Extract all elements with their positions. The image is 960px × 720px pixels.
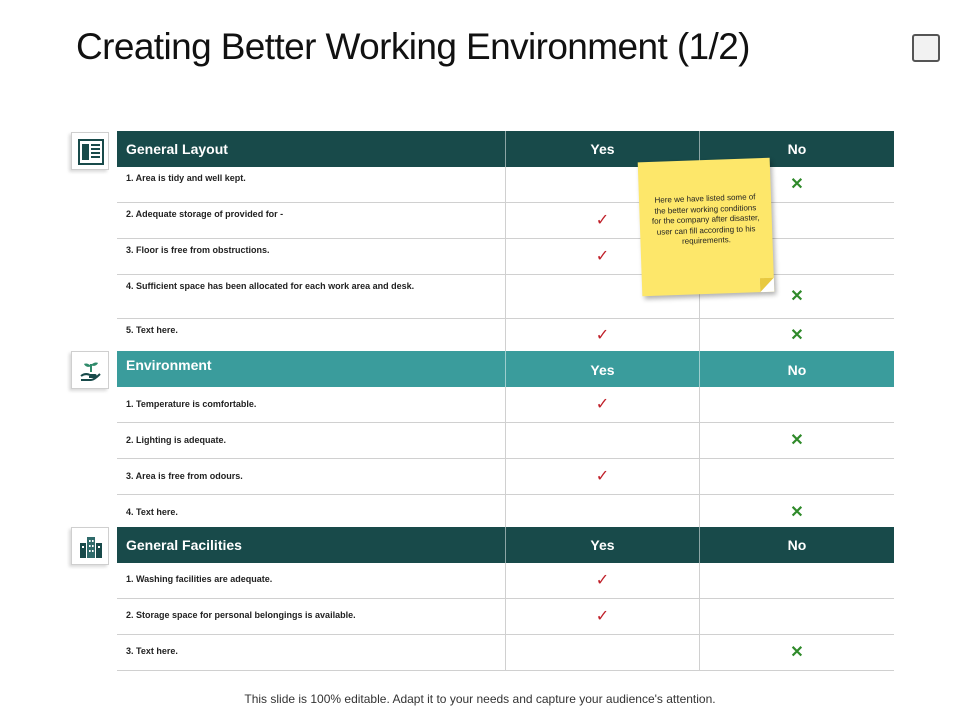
row-label: 2. Lighting is adequate. [126,435,227,445]
section-heading: General Facilities [126,537,242,553]
check-icon: ✓ [595,467,610,485]
no-cell [699,635,894,670]
check-icon: ✓ [595,247,610,265]
cross-icon: ✕ [790,643,804,661]
table-row [117,203,894,239]
cross-icon: ✕ [790,503,804,521]
row-label: 1. Temperature is comfortable. [126,399,257,409]
row-label: 5. Text here. [126,325,178,335]
table-row [117,239,894,275]
check-icon: ✓ [595,395,610,413]
table-row [117,387,894,423]
table-row [117,275,894,319]
cross-icon: ✕ [790,327,804,344]
plant-hand-icon [71,351,109,389]
cross-icon: ✕ [790,175,804,193]
yes-cell [505,423,699,458]
row-label: 2. Adequate storage of provided for - [126,209,284,219]
building-icon [71,527,109,565]
layout-icon [71,132,109,170]
no-column-header: No [699,527,894,563]
check-icon: ✓ [595,211,610,229]
table-row [117,563,894,599]
table-row [117,495,894,530]
section-heading: General Layout [126,141,228,157]
no-column-header: No [699,131,894,167]
corner-square [912,34,940,62]
no-cell [699,599,894,634]
general-layout-header [117,131,894,167]
table-row [117,459,894,495]
no-cell [699,495,894,530]
cross-icon: ✕ [790,431,804,449]
general-layout-table [117,131,894,353]
sticky-note: Here we have listed some of the better working conditions for the company after disaster, user can fill according to his requirements. [638,158,775,297]
check-icon: ✓ [595,607,610,625]
row-label: 1. Area is tidy and well kept. [126,173,246,183]
yes-cell [505,387,699,422]
no-cell [699,387,894,422]
row-label: 4. Text here. [126,507,178,517]
table-row [117,319,894,353]
no-cell [699,423,894,458]
row-label: 3. Text here. [126,646,178,656]
table-row [117,599,894,635]
no-cell [699,459,894,494]
no-cell [699,319,894,353]
check-icon: ✓ [595,571,610,589]
row-label: 4. Sufficient space has been allocated for each work area and desk. [126,281,415,291]
yes-cell [505,563,699,598]
table-row [117,635,894,671]
row-label: 2. Storage space for personal belongings is available. [126,610,356,620]
no-column-header: No [699,351,894,387]
section-heading: Environment [126,357,212,373]
environment-table [117,351,894,530]
general-facilities-table [117,527,894,671]
yes-cell [505,319,699,353]
slide-title: Creating Better Working Environment (1/2) [76,26,750,67]
general-facilities-header [117,527,894,563]
yes-column-header: Yes [505,527,699,563]
yes-cell [505,599,699,634]
check-icon: ✓ [595,327,610,344]
environment-header [117,351,894,387]
yes-column-header: Yes [505,131,699,167]
row-label: 3. Area is free from odours. [126,471,243,481]
yes-cell [505,459,699,494]
cross-icon: ✕ [790,287,804,305]
yes-column-header: Yes [505,351,699,387]
footer-note: This slide is 100% editable. Adapt it to your needs and capture your audience's attention. [244,692,716,706]
no-cell [699,563,894,598]
table-row [117,167,894,203]
yes-cell [505,495,699,530]
yes-cell [505,635,699,670]
row-label: 3. Floor is free from obstructions. [126,245,270,255]
table-row [117,423,894,459]
row-label: 1. Washing facilities are adequate. [126,574,273,584]
